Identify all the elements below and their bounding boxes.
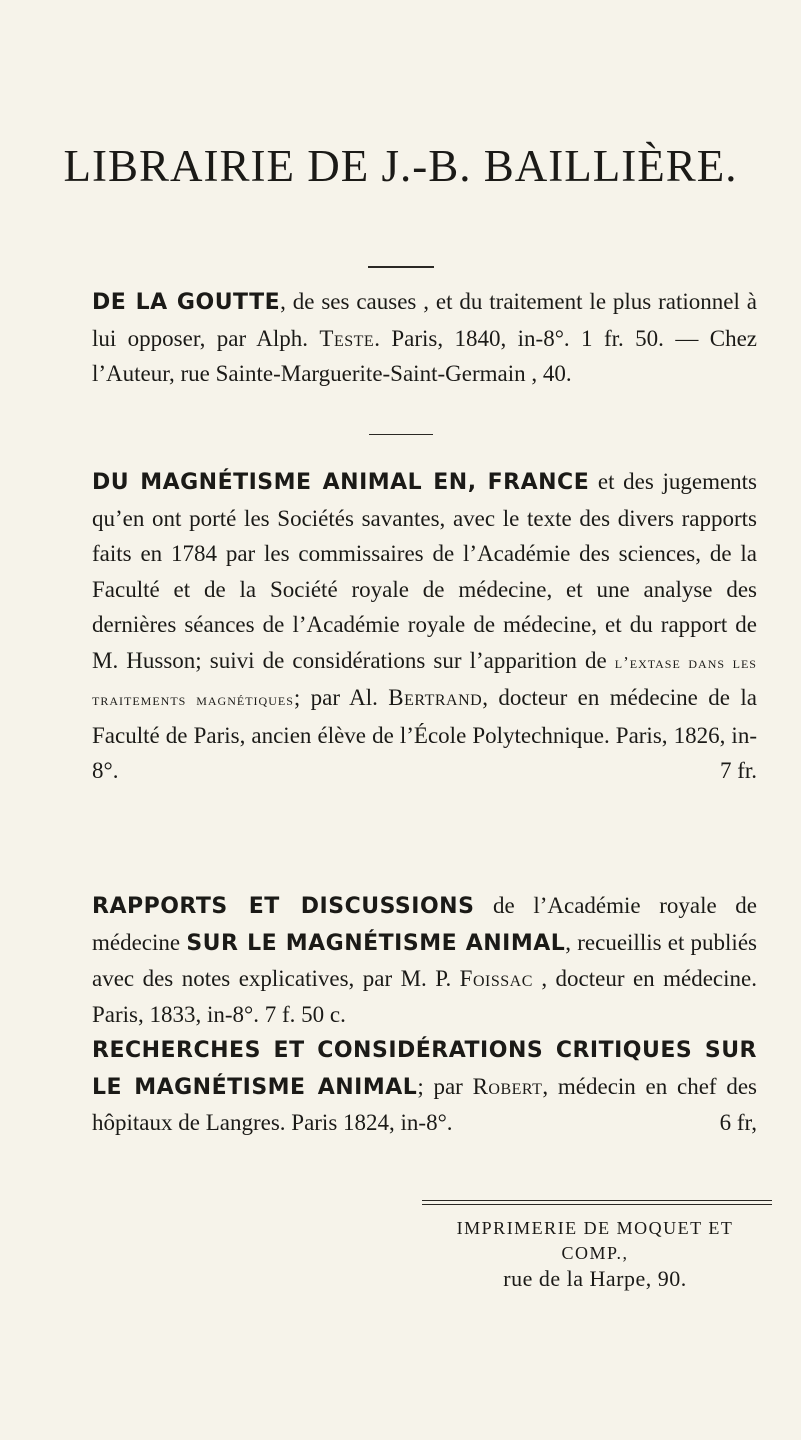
entry-author: Robert [472, 1073, 543, 1099]
entry-heading-2: SUR LE MAGNÉTISME ANIMAL [186, 930, 566, 956]
entry-heading: RECHERCHES ET CONSIDÉRATIONS CRITIQUES SUR LE MAGNÉTISME ANIMAL [92, 1038, 757, 1100]
page-title: LIBRAIRIE DE J.-B. BAILLIÈRE. [63, 141, 738, 191]
entry-recherches [92, 1032, 757, 1141]
entry-author: Foissac [459, 966, 533, 991]
entry-goutte [92, 284, 757, 392]
entry-caps-text: l’extase dans les traitements magnétiques [92, 652, 757, 709]
entry-text: , docteur en médecine de la Faculté de Paris, ancien élève de l’École Polytechnique. Paris, 1826, in-8°. [92, 685, 757, 783]
entry-author: Teste [319, 325, 375, 351]
entry-separator [369, 434, 433, 435]
entry-heading: DE LA GOUTTE [92, 290, 281, 315]
entry-author: Bertrand [388, 685, 483, 710]
title-rule [368, 266, 434, 268]
entry-text: ; par Al. [293, 685, 389, 710]
entry-price: 6 fr, [719, 1110, 757, 1135]
entry-text: de l’Académie royale de médecine [92, 893, 757, 955]
entry-text: et des jugements qu’en ont porté les Sociétés savantes, avec le texte des divers rapports faits en 1784 par les commissaires de l’Académie des sciences, de la Faculté et de la Société royale de médecine, et une analyse des dernières séances de l’Académie royale de médecine, et du rapport de M. Husson; suivi de considérations sur l’apparition de [92, 469, 758, 673]
entry-text: ; par [417, 1073, 473, 1099]
imprint-line-1: IMPRIMERIE DE MOQUET ET COMP., [456, 1218, 734, 1263]
printer-imprint [425, 1216, 765, 1291]
entry-text: , de ses causes , et du traitement le plus rationnel à lui opposer, par Alph. [92, 289, 757, 351]
imprint-rule [422, 1200, 772, 1208]
entry-heading: DU MAGNÉTISME ANIMAL EN, FRANCE [92, 470, 590, 495]
entry-text: . Paris, 1840, in-8°. 1 fr. 50. — Chez l’Auteur, rue Sainte-Marguerite-Saint-Germain , 40. [92, 325, 757, 386]
entry-text: , médecin en chef des hôpitaux de Langres. Paris 1824, in-8°. [92, 1073, 757, 1135]
entry-text: , docteur en médecine. Paris, 1833, in-8°. 7 f. 50 c. [92, 966, 757, 1027]
entry-magnetisme-france [92, 464, 757, 789]
imprint-line-2: rue de la Harpe, 90. [503, 1266, 687, 1291]
entry-rapports [92, 888, 757, 1032]
entry-text: , recueillis et publiés avec des notes explicatives, par M. P. [92, 929, 757, 991]
entry-heading: RAPPORTS ET DISCUSSIONS [92, 894, 475, 919]
entry-price: 7 fr. [719, 758, 757, 783]
